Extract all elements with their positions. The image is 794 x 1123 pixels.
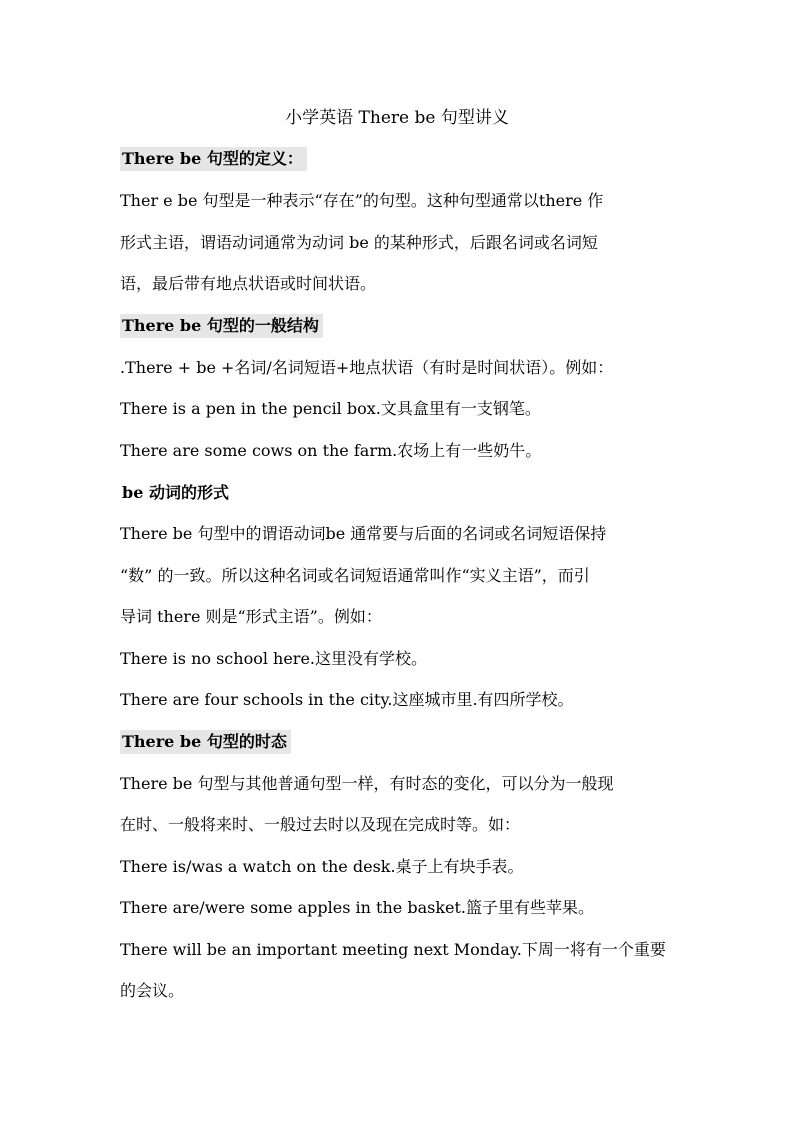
paragraph-line: There be 句型中的谓语动词be 通常要与后面的名词或名词短语保持 xyxy=(120,524,607,543)
paragraph-line: 导词 there 则是“形式主语”。例如： xyxy=(120,607,382,626)
section-heading-text: There be 句型的时态 xyxy=(120,730,291,754)
example-sentence: There are some cows on the farm.农场上有一些奶牛。 xyxy=(120,441,542,460)
paragraph-line: 语，最后带有地点状语或时间状语。 xyxy=(120,274,377,293)
section-heading-text: There be 句型的一般结构 xyxy=(120,314,323,338)
example-sentence: There will be an important meeting next Monday.下周一将有一个重要 xyxy=(120,940,666,959)
section-heading xyxy=(120,145,690,173)
section-heading xyxy=(120,479,690,507)
section-heading-text: be 动词的形式 xyxy=(122,483,229,502)
section-heading xyxy=(120,728,690,756)
example-sentence: There is no school here.这里没有学校。 xyxy=(120,649,428,668)
example-sentence: There is/was a watch on the desk.桌子上有块手表。 xyxy=(120,857,524,876)
example-sentence: 的会议。 xyxy=(120,981,185,1000)
paragraph-line: .There + be +名词/名词短语+地点状语（有时是时间状语）。例如： xyxy=(120,358,614,377)
paragraph-line: Ther e be 句型是一种表示“存在”的句型。这种句型通常以there 作 xyxy=(120,191,604,210)
section-heading-text: There be 句型的定义： xyxy=(120,147,307,171)
document-title: 小学英语 There be 句型讲义 xyxy=(285,108,509,128)
paragraph-line: 形式主语，谓语动词通常为动词 be 的某种形式，后跟名词或名词短 xyxy=(120,233,598,252)
paragraph-line: There be 句型与其他普通句型一样，有时态的变化，可以分为一般现 xyxy=(120,774,614,793)
example-sentence: There are/were some apples in the basket.篮子里有些苹果。 xyxy=(120,898,595,917)
paragraph-line: “数” 的一致。所以这种名词或名词短语通常叫作“实义主语”，而引 xyxy=(120,566,590,585)
paragraph-line: 在时、一般将来时、一般过去时以及现在完成时等。如： xyxy=(120,815,521,834)
section-heading xyxy=(120,312,690,340)
example-sentence: There are four schools in the city.这座城市里.有四所学校。 xyxy=(120,690,574,709)
example-sentence: There is a pen in the pencil box.文具盒里有一支钢笔。 xyxy=(120,399,541,418)
